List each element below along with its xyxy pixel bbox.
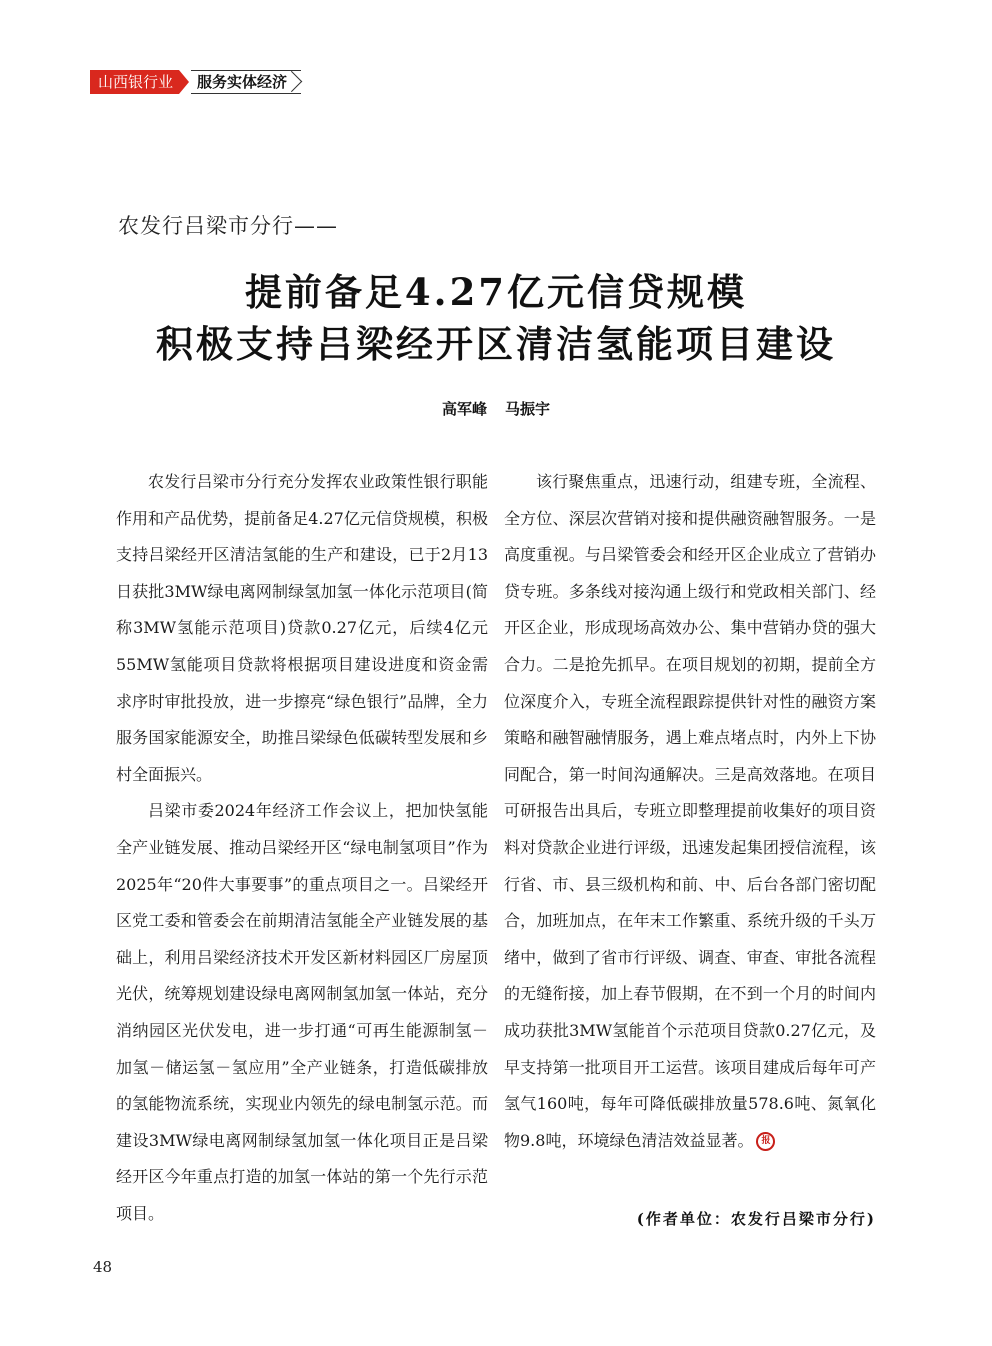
left-column (116, 464, 488, 1232)
body-paragraph: 该行聚焦重点，迅速行动，组建专班，全流程、全方位、深层次营销对接和提供融资融智服务。一是高度重视。与吕梁管委会和经开区企业成立了营销办贷专班。多条线对接沟通上级行和党政相关部门、经开区企业，形成现场高效办公、集中营销办贷的强大合力。二是抢先抓早。在项目规划的初期，提前全方位深度介入，专班全流程跟踪提供针对性的融资方案策略和融智融情服务，遇上难点堵点时，内外上下协同配合，第一时间沟通解决。三是高效落地。在项目可研报告出具后，专班立即整理提前收集好的项目资料对贷款企业进行评级，迅速发起集团授信流程，该行省、市、县三级机构和前、中、后台各部门密切配合，加班加点，在年末工作繁重、系统升级的千头万绪中，做到了省市行评级、调查、审查、审批各流程的无缝衔接，加上春节假期，在不到一个月的时间内成功获批3MW氢能首个示范项目贷款0.27亿元，及早支持第一批项目开工运营。该项目建成后每年可产氢气160吨，每年可降低碳排放量578.6吨、氮氧化物9.8吨，环境绿色清洁效益显著。 (504, 472, 876, 1150)
section-tag (90, 70, 301, 94)
page-number: 48 (93, 1258, 113, 1276)
end-of-article-icon: 报 (756, 1132, 775, 1151)
section-tag-primary: 山西银行业 (90, 70, 179, 94)
article-kicker: 农发行吕梁市分行—— (118, 214, 338, 238)
author-name: 高军峰 (441, 400, 487, 418)
article-authors (0, 398, 992, 419)
body-paragraph-with-end-mark (504, 464, 876, 1159)
section-tag-secondary: 服务实体经济 (191, 70, 301, 94)
right-column (504, 464, 876, 1159)
author-affiliation: (作者单位：农发行吕梁市分行) (636, 1210, 876, 1228)
article-title-line-1: 提前备足4.27亿元信贷规模 (244, 270, 748, 314)
author-name: 马振宇 (505, 400, 551, 418)
body-paragraph: 吕梁市委2024年经济工作会议上，把加快氢能全产业链发展、推动吕梁经开区“绿电制氢项目”作为2025年“20件大事要事”的重点项目之一。吕梁经开区党工委和管委会在前期清洁氢能全产业链发展的基础上，利用吕梁经济技术开发区新材料园区厂房屋顶光伏，统筹规划建设绿电离网制氢加氢一体站，充分消纳园区光伏发电，进一步打通“可再生能源制氢－加氢－储运氢－氢应用”全产业链条，打造低碳排放的氢能物流系统，实现业内领先的绿电制氢示范。而建设3MW绿电离网制绿氢加氢一体化项目正是吕梁经开区今年重点打造的加氢一体站的第一个先行示范项目。 (116, 801, 488, 1223)
article-title-line-2: 积极支持吕梁经开区清洁氢能项目建设 (156, 322, 836, 366)
body-paragraph: 农发行吕梁市分行充分发挥农业政策性银行职能作用和产品优势，提前备足4.27亿元信贷规模，积极支持吕梁经开区清洁氢能的生产和建设，已于2月13日获批3MW绿电离网制绿氢加氢一体化示范项目(简称3MW氢能示范项目)贷款0.27亿元，后续4亿元55MW氢能项目贷款将根据项目建设进度和资金需求序时审批投放，进一步擦亮“绿色银行”品牌，全力服务国家能源安全，助推吕梁绿色低碳转型发展和乡村全面振兴。 (116, 472, 488, 784)
